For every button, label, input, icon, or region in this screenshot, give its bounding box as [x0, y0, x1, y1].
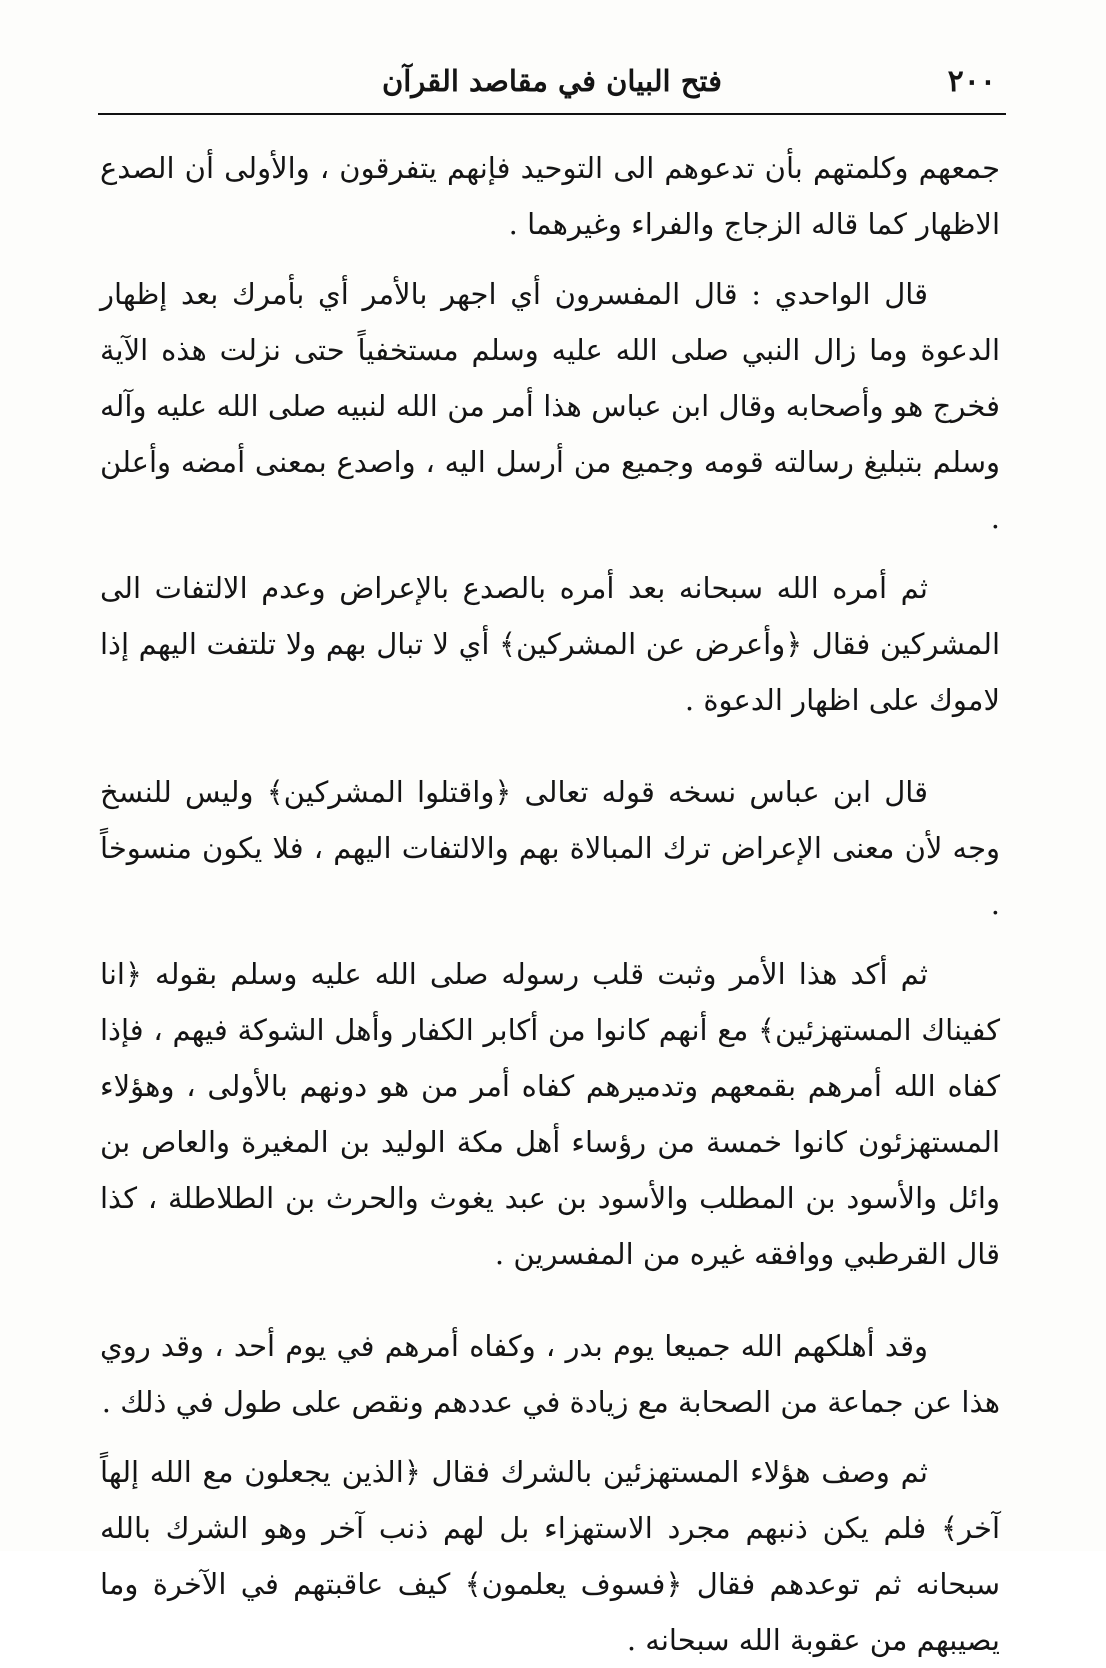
paragraph-5: ثم أكد هذا الأمر وثبت قلب رسوله صلى الله عليه وسلم بقوله ﴿انا كفيناك المستهزئين﴾ مع أنهم كانوا من أكابر الكفار وأهل الشوكة فيهم ، فإذا كفاه الله أمرهم بقمعهم وتدميرهم كفاه أمر من هو دونهم بالأولى ، وهؤلاء المستهزئون كانوا خمسة من رؤساء أهل مكة الوليد بن المغيرة والعاص بن وائل والأسود بن المطلب والأسود بن عبد يغوث والحرث بن الطلاطلة ، كذا قال القرطبي ووافقه غيره من المفسرين .	[100, 957, 1000, 1271]
paragraph-2: قال الواحدي : قال المفسرون أي اجهر بالأمر أي بأمرك بعد إظهار الدعوة وما زال النبي صلى الله عليه وسلم مستخفياً حتى نزلت هذه الآية فخرج هو وأصحابه وقال ابن عباس هذا أمر من الله لنبيه صلى الله عليه وآله وسلم بتبليغ رسالته قومه وجميع من أرسل اليه ، واصدع بمعنى أمضه وأعلن .	[100, 277, 1000, 535]
page-body	[100, 140, 1000, 1668]
paragraph-3: ثم أمره الله سبحانه بعد أمره بالصدع بالإعراض وعدم الالتفات الى المشركين فقال ﴿وأعرض عن المشركين﴾ أي لا تبال بهم ولا تلتفت اليهم إذا لاموك على اظهار الدعوة .	[100, 571, 1000, 717]
page-header	[98, 52, 1006, 108]
paragraph-1: جمعهم وكلمتهم بأن تدعوهم الى التوحيد فإنهم يتفرقون ، والأولى أن الصدع الاظهار كما قاله الزجاج والفراء وغيرهما .	[100, 151, 1000, 241]
paragraph-7: ثم وصف هؤلاء المستهزئين بالشرك فقال ﴿الذين يجعلون مع الله إلهاً آخر﴾ فلم يكن ذنبهم مجرد الاستهزاء بل لهم ذنب آخر وهو الشرك بالله سبحانه ثم توعدهم فقال ﴿فسوف يعلمون﴾ كيف عاقبتهم في الآخرة وما يصيبهم من عقوبة الله سبحانه .	[100, 1455, 1000, 1657]
running-title: فتح البيان في مقاصد القرآن	[381, 64, 723, 98]
paragraph-4: قال ابن عباس نسخه قوله تعالى ﴿واقتلوا المشركين﴾ وليس للنسخ وجه لأن معنى الإعراض ترك المبالاة بهم والالتفات اليهم ، فلا يكون منسوخاً .	[100, 775, 1000, 921]
paragraph-6: وقد أهلكهم الله جميعا يوم بدر ، وكفاه أمرهم في يوم أحد ، وقد روي هذا عن جماعة من الصحابة مع زيادة في عددهم ونقص على طول في ذلك .	[100, 1329, 1000, 1419]
page-number: ٢٠٠	[947, 64, 996, 99]
header-rule	[98, 113, 1006, 115]
